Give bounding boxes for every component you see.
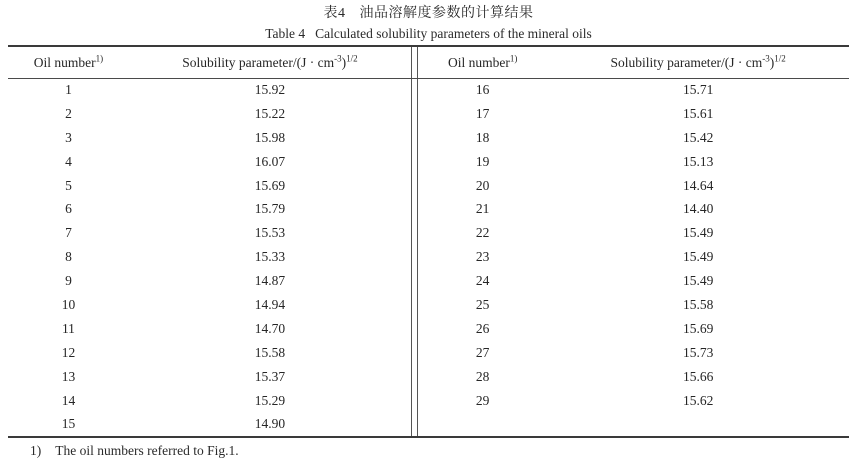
solubility-value-cell: 15.22 (254, 105, 286, 121)
table-row (8, 412, 411, 436)
oil-number-cell: 13 (61, 368, 76, 384)
solubility-value-cell: 15.58 (682, 296, 714, 312)
double-rule-divider (411, 47, 418, 436)
table-title-chinese (0, 0, 857, 24)
column-header-solubility (129, 55, 411, 71)
table-row (418, 174, 849, 198)
oil-number-cell: 5 (65, 177, 72, 193)
table-title-zh-text: 油品溶解度参数的计算结果 (359, 6, 534, 21)
oil-number-cell: 3 (65, 129, 72, 145)
table-row (8, 269, 411, 293)
oil-number-cell: 29 (475, 392, 490, 408)
table-title-en-label: Table 4 (265, 26, 306, 41)
oil-number-cell: 15 (61, 416, 76, 432)
solubility-value-cell: 14.40 (682, 201, 714, 217)
table-row (418, 245, 849, 269)
solubility-value-cell: 15.61 (682, 105, 714, 121)
table-left-half (8, 47, 411, 436)
solubility-value-cell: 14.90 (254, 416, 286, 432)
table-footnote (8, 441, 849, 461)
table-row (8, 341, 411, 365)
oil-number-label: Oil number (447, 54, 510, 70)
table-row (418, 317, 849, 341)
table-row (418, 150, 849, 174)
table-row (418, 293, 849, 317)
solubility-value-cell: 15.69 (254, 177, 286, 193)
table-title-english (0, 24, 857, 44)
table-row (8, 389, 411, 413)
solubility-value-cell: 15.42 (682, 129, 714, 145)
table-body-left (8, 78, 411, 436)
footnote-text: The oil numbers referred to Fig.1. (55, 443, 239, 459)
oil-number-cell: 26 (475, 320, 490, 336)
oil-number-cell: 2 (65, 105, 72, 121)
solubility-value-cell: 15.71 (682, 81, 714, 97)
solubility-value-cell: 15.13 (682, 153, 714, 169)
column-header-oil-number (8, 55, 129, 71)
oil-number-cell: 18 (475, 129, 490, 145)
solubility-value-cell: 15.92 (254, 81, 286, 97)
oil-number-cell: 6 (65, 201, 72, 217)
oil-number-cell: 9 (65, 273, 72, 289)
table-row (8, 126, 411, 150)
solubility-value-cell: 15.49 (682, 225, 714, 241)
solubility-value-cell: 15.98 (254, 129, 286, 145)
table-row (8, 197, 411, 221)
oil-number-footnote-ref: 1) (95, 53, 104, 63)
oil-number-cell: 24 (475, 273, 490, 289)
solubility-value-cell: 15.37 (254, 368, 286, 384)
table-title-zh-label: 表4 (323, 6, 346, 21)
oil-number-cell: 11 (61, 320, 75, 336)
solubility-value-cell: 15.53 (254, 225, 286, 241)
table-row (8, 174, 411, 198)
solubility-power: 1/2 (346, 53, 358, 63)
table-row (418, 389, 849, 413)
solubility-value-cell: 15.62 (682, 392, 714, 408)
oil-number-label: Oil number (33, 54, 96, 70)
solubility-value-cell: 15.66 (682, 368, 714, 384)
oil-number-cell: 25 (475, 296, 490, 312)
oil-number-cell: 27 (475, 344, 490, 360)
table-row (8, 293, 411, 317)
table-row (8, 78, 411, 102)
oil-number-cell: 12 (61, 344, 76, 360)
oil-number-footnote-ref: 1) (509, 53, 518, 63)
oil-number-cell: 14 (61, 392, 76, 408)
table-row (8, 221, 411, 245)
solubility-value-cell: 15.29 (254, 392, 286, 408)
solubility-value-cell: 15.49 (682, 273, 714, 289)
solubility-value-cell: 16.07 (254, 153, 286, 169)
table-row (418, 197, 849, 221)
table-title-en-text: Calculated solubility parameters of the mineral oils (315, 26, 592, 41)
solubility-value-cell: 15.49 (682, 249, 714, 265)
table-header-right (418, 47, 849, 78)
table-row (418, 365, 849, 389)
oil-number-cell: 8 (65, 249, 72, 265)
data-table (8, 45, 849, 438)
solubility-exponent: -3 (762, 53, 770, 63)
oil-number-cell: 16 (475, 81, 490, 97)
table-right-half (418, 47, 849, 436)
table-body-right (418, 78, 849, 412)
solubility-value-cell: 15.58 (254, 344, 286, 360)
solubility-value-cell: 14.64 (682, 177, 714, 193)
oil-number-cell: 28 (475, 368, 490, 384)
solubility-value-cell: 14.87 (254, 273, 286, 289)
table-row (418, 78, 849, 102)
oil-number-cell: 17 (475, 105, 490, 121)
solubility-paren: ) (341, 54, 347, 70)
table-row (418, 221, 849, 245)
oil-number-cell: 23 (475, 249, 490, 265)
oil-number-cell: 4 (65, 153, 72, 169)
solubility-value-cell: 15.79 (254, 201, 286, 217)
table-row (418, 341, 849, 365)
solubility-label: Solubility parameter/(J · cm (610, 54, 763, 70)
oil-number-cell: 19 (475, 153, 490, 169)
footnote-marker: 1) (30, 443, 42, 459)
solubility-exponent: -3 (334, 53, 342, 63)
oil-number-cell: 22 (475, 225, 490, 241)
table-row (418, 269, 849, 293)
solubility-paren: ) (769, 54, 775, 70)
oil-number-cell: 21 (475, 201, 490, 217)
column-header-oil-number (418, 55, 547, 71)
solubility-label: Solubility parameter/(J · cm (182, 54, 335, 70)
solubility-value-cell: 15.69 (682, 320, 714, 336)
column-header-solubility (547, 55, 849, 71)
oil-number-cell: 10 (61, 296, 76, 312)
table-row (418, 102, 849, 126)
solubility-power: 1/2 (774, 53, 786, 63)
oil-number-cell: 20 (475, 177, 490, 193)
table-row (418, 126, 849, 150)
table-row (8, 102, 411, 126)
table-header-left (8, 47, 411, 78)
oil-number-cell: 1 (65, 81, 72, 97)
table-row (8, 245, 411, 269)
table-row (8, 365, 411, 389)
solubility-value-cell: 15.73 (682, 344, 714, 360)
table-row (8, 317, 411, 341)
solubility-value-cell: 14.94 (254, 296, 286, 312)
solubility-value-cell: 14.70 (254, 320, 286, 336)
table-row (8, 150, 411, 174)
solubility-value-cell: 15.33 (254, 249, 286, 265)
oil-number-cell: 7 (65, 225, 72, 241)
